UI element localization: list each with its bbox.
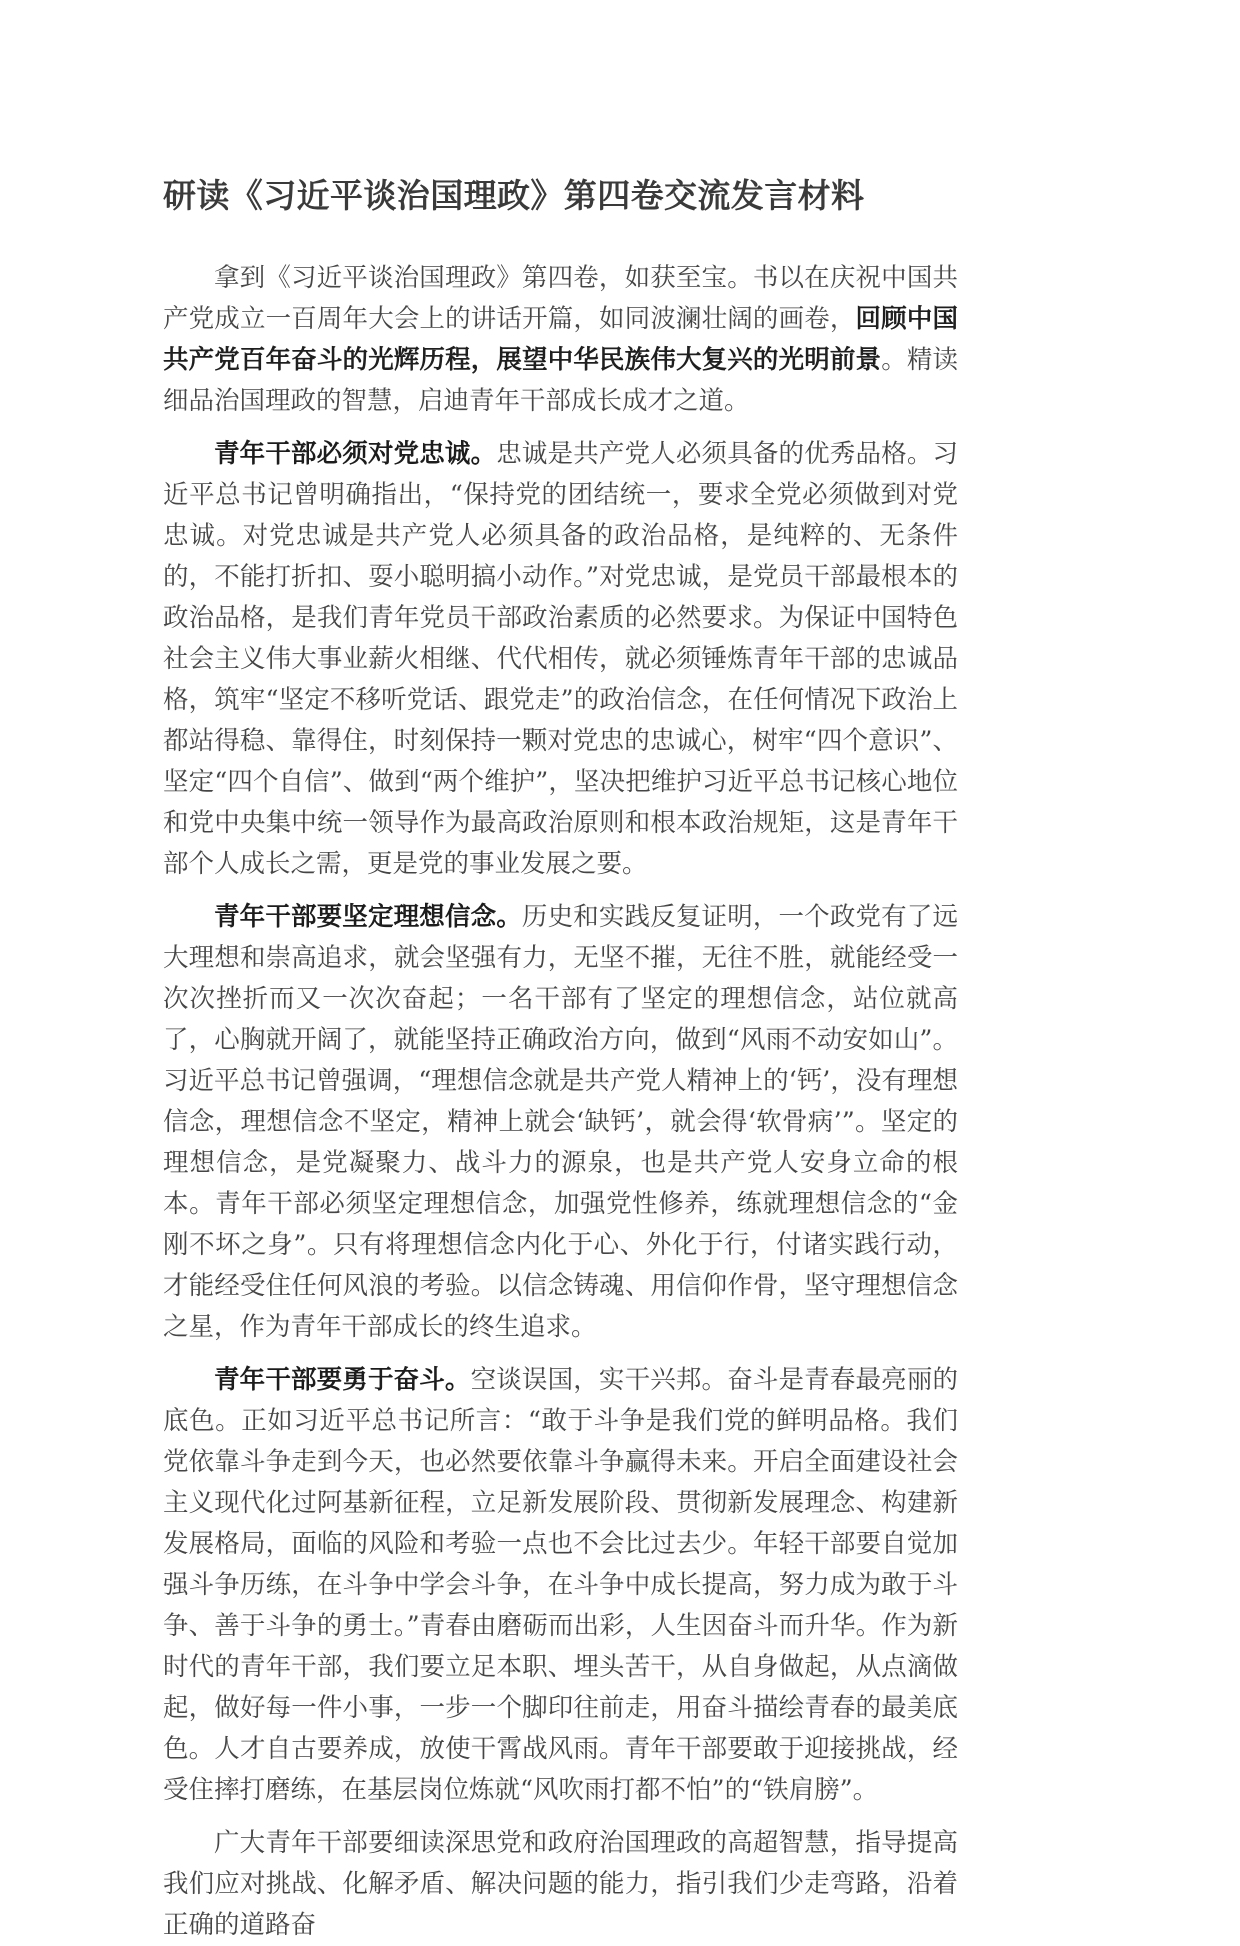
document-content xyxy=(163,0,958,1946)
paragraph-section-loyalty xyxy=(163,434,958,885)
paragraph-run: 广大青年干部要细读深思党和政府治国理政的高超智慧，指导提高我们应对挑战、化解矛盾、解决问题的能力，指引我们少走弯路，沿着正确的道路奋 xyxy=(163,1827,958,1940)
page-title: 研读《习近平谈治国理政》第四卷交流发言材料 xyxy=(163,176,865,215)
paragraph-run: 历史和实践反复证明，一个政党有了远大理想和崇高追求，就会坚强有力，无坚不摧，无往不胜，就能经受一次次挫折而又一次次奋起；一名干部有了坚定的理想信念，站位就高了，心胸就开阔了，就能坚持正确政治方向，做到“风雨不动安如山”。习近平总书记曾强调，“理想信念就是共产党人精神上的‘钙’，没有理想信念，理想信念不坚定，精神上就会‘缺钙’，就会得‘软骨病’”。坚定的理想信念，是党凝聚力、战斗力的源泉，也是共产党人安身立命的根本。青年干部必须坚定理想信念，加强党性修养，练就理想信念的“金刚不坏之身”。只有将理想信念内化于心、外化于行，付诸实践行动，才能经受住任何风浪的考验。以信念铸魂、用信仰作骨，坚守理想信念之星，作为青年干部成长的终生追求。 xyxy=(163,901,958,1342)
paragraph-lead: 青年干部要勇于奋斗。 xyxy=(214,1364,471,1395)
paragraph-lead: 青年干部要坚定理想信念。 xyxy=(214,901,522,932)
document-body xyxy=(163,258,958,1946)
paragraph-run: 拿到《习近平谈治国理政》第四卷，如获至宝。书以在庆祝中国共产党成立一百周年大会上的讲话开篇，如同波澜壮阔的画卷， xyxy=(163,262,958,334)
paragraph-run-emphasis: 回顾中国共产党百年奋斗的光辉历程，展望中华民族伟大复兴的光明前景 xyxy=(163,303,958,375)
paragraph-run: 忠诚是共产党人必须具备的优秀品格。习近平总书记曾明确指出，“保持党的团结统一，要求全党必须做到对党忠诚。对党忠诚是共产党人必须具备的政治品格，是纯粹的、无条件的，不能打折扣、耍小聪明搞小动作。”对党忠诚，是党员干部最根本的政治品格，是我们青年党员干部政治素质的必然要求。为保证中国特色社会主义伟大事业薪火相继、代代相传，就必须锤炼青年干部的忠诚品格，筑牢“坚定不移听党话、跟党走”的政治信念，在任何情况下政治上都站得稳、靠得住，时刻保持一颗对党忠的忠诚心，树牢“四个意识”、坚定“四个自信”、做到“两个维护”，坚决把维护习近平总书记核心地位和党中央集中统一领导作为最高政治原则和根本政治规矩，这是青年干部个人成长之需，更是党的事业发展之要。 xyxy=(163,438,958,879)
paragraph-run: 空谈误国，实干兴邦。奋斗是青春最亮丽的底色。正如习近平总书记所言：“敢于斗争是我们党的鲜明品格。我们党依靠斗争走到今天，也必然要依靠斗争赢得未来。开启全面建设社会主义现代化过阿基新征程，立足新发展阶段、贯彻新发展理念、构建新发展格局，面临的风险和考验一点也不会比过去少。年轻干部要自觉加强斗争历练，在斗争中学会斗争，在斗争中成长提高，努力成为敢于斗争、善于斗争的勇士。”青春由磨砺而出彩，人生因奋斗而升华。作为新时代的青年干部，我们要立足本职、埋头苦干，从自身做起，从点滴做起，做好每一件小事，一步一个脚印往前走，用奋斗描绘青春的最美底色。人才自古要养成，放使干霄战风雨。青年干部要敢于迎接挑战，经受住摔打磨练，在基层岗位炼就“风吹雨打都不怕”的“铁肩膀”。 xyxy=(163,1364,958,1805)
paragraph-section-struggle xyxy=(163,1360,958,1811)
paragraph-intro xyxy=(163,258,958,422)
paragraph-closing xyxy=(163,1823,958,1946)
paragraph-section-ideals xyxy=(163,897,958,1348)
paragraph-lead: 青年干部必须对党忠诚。 xyxy=(214,438,497,469)
paragraph-run: 。精读细品治国理政的智慧，启迪青年干部成长成才之道。 xyxy=(163,344,958,416)
